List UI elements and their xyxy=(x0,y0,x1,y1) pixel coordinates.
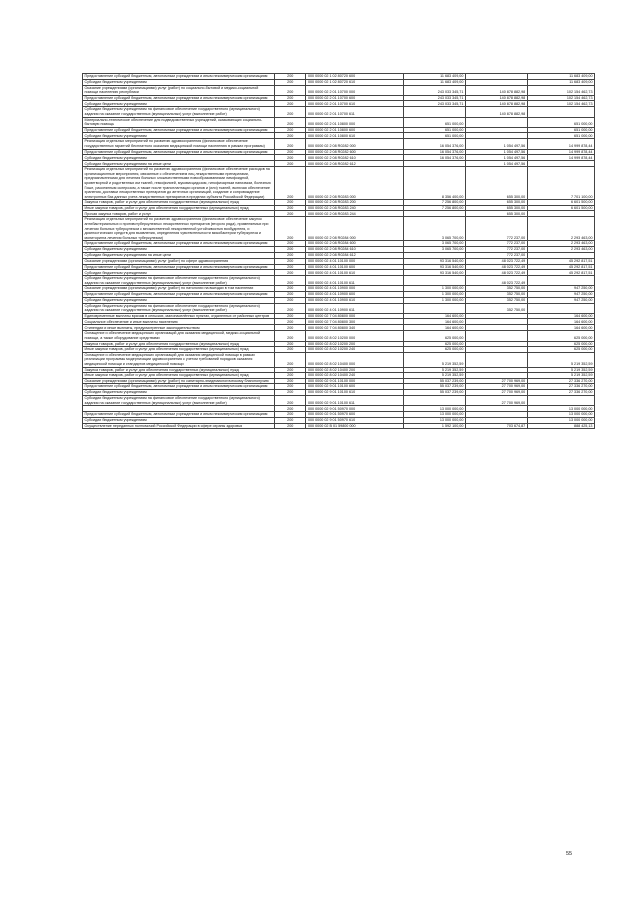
row-description: Иные закупки товаров, работ и услуг для обеспечения государственных (муниципальных) нужд xyxy=(83,373,275,379)
row-line-code: 200 xyxy=(275,367,306,373)
row-description: Материально-техническое обеспечение для подведомственных учреждений, оказывающих социально-бытовую помощь xyxy=(83,117,275,127)
row-line-code: 200 xyxy=(275,292,306,298)
row-line-code: 200 xyxy=(275,303,306,313)
row-classification-code: 000 0000 02 2 08 R0284 000 xyxy=(306,217,404,241)
row-unexecuted-amount: 11 683 409,00 xyxy=(527,74,594,80)
row-approved-amount: 625 000,00 xyxy=(404,341,466,347)
row-executed-amount: 1 054 497,56 xyxy=(465,155,527,161)
budget-table xyxy=(82,73,595,429)
row-executed-amount xyxy=(465,117,527,127)
row-unexecuted-amount: 102 154 462,73 xyxy=(527,85,594,95)
row-unexecuted-amount: 2 293 463,00 xyxy=(527,217,594,241)
row-approved-amount: 7 256 800,00 xyxy=(404,200,466,206)
table-row xyxy=(83,139,595,149)
table-row xyxy=(83,217,595,241)
row-classification-code: 000 0000 02 2 08 R0282 612 xyxy=(306,161,404,167)
row-description: Субсидии бюджетным учреждениям xyxy=(83,247,275,253)
row-line-code: 200 xyxy=(275,423,306,429)
row-description: Субсидии бюджетным учреждениям на финансовое обеспечение государственного (муниципального) задания на оказание государственных (муниципальных) услуг (выполнение работ) xyxy=(83,303,275,313)
row-line-code: 200 xyxy=(275,167,306,200)
row-classification-code: 000 0000 02 8 02 10400 000 xyxy=(306,352,404,367)
row-unexecuted-amount: 27 336 270,00 xyxy=(527,389,594,395)
row-approved-amount: 55 037 239,00 xyxy=(404,378,466,384)
row-classification-code: 000 0000 02 8 02 10200 000 xyxy=(306,331,404,341)
row-classification-code: 000 0000 02 В 01 59800 000 xyxy=(306,423,404,429)
row-description: Оснащение и обеспечение медицинских организаций для оказания медицинской помощи в рамках реализации программы модернизации здравоохранения с учетом требований порядков оказания медицинской помощи и стандартов медицинской помощи xyxy=(83,352,275,367)
row-approved-amount: 651 000,00 xyxy=(404,127,466,133)
row-executed-amount: 1 054 497,56 xyxy=(465,161,527,167)
table-row xyxy=(83,352,595,367)
row-description: Субсидии бюджетным учреждениям xyxy=(83,155,275,161)
row-line-code: 200 xyxy=(275,161,306,167)
row-description: Оказание учреждениями (организациями) услуг (работ) по санитарно-эпидемиологическому благополучию xyxy=(83,378,275,384)
row-line-code: 200 xyxy=(275,270,306,276)
row-executed-amount: 48 023 722,49 xyxy=(465,259,527,265)
row-classification-code: 000 0000 02 2 08 R0283 000 xyxy=(306,167,404,200)
row-description: Прочая закупка товаров, работ и услуг xyxy=(83,211,275,217)
row-executed-amount: 1 054 497,56 xyxy=(465,149,527,155)
row-executed-amount: 140 878 882,98 xyxy=(465,101,527,107)
row-approved-amount: 5 219 352,59 xyxy=(404,367,466,373)
row-description: Субсидии бюджетным учреждениям xyxy=(83,270,275,276)
row-approved-amount: 651 000,00 xyxy=(404,133,466,139)
table-row xyxy=(83,167,595,200)
row-executed-amount: 27 700 969,00 xyxy=(465,395,527,405)
row-classification-code: 000 0000 02 9 01 10100 611 xyxy=(306,395,404,405)
row-classification-code: 000 0000 02 1 02 80720 610 xyxy=(306,79,404,85)
table-row xyxy=(83,303,595,313)
row-description: Предоставление субсидий бюджетным, автономным учреждениям и иным некоммерческим организациям xyxy=(83,241,275,247)
row-line-code: 200 xyxy=(275,264,306,270)
row-approved-amount: 7 256 800,00 xyxy=(404,205,466,211)
table-row xyxy=(83,161,595,167)
row-line-code: 200 xyxy=(275,395,306,405)
row-unexecuted-amount: 651 000,00 xyxy=(527,133,594,139)
table-row xyxy=(83,331,595,341)
row-approved-amount: 1 300 000,00 xyxy=(404,286,466,292)
row-line-code: 200 xyxy=(275,384,306,390)
row-line-code: 200 xyxy=(275,211,306,217)
row-unexecuted-amount: 5 219 352,59 xyxy=(527,352,594,367)
row-unexecuted-amount: 164 600,00 xyxy=(527,325,594,331)
row-executed-amount: 27 700 969,00 xyxy=(465,384,527,390)
table-row xyxy=(83,286,595,292)
row-unexecuted-amount: 13 000 000,00 xyxy=(527,406,594,412)
row-classification-code: 000 0000 02 4 01 10100 600 xyxy=(306,264,404,270)
row-classification-code: 000 0000 02 9 01 10100 610 xyxy=(306,389,404,395)
row-executed-amount: 703 674,87 xyxy=(465,423,527,429)
row-approved-amount: 16 054 376,00 xyxy=(404,139,466,149)
row-executed-amount xyxy=(465,352,527,367)
row-line-code: 200 xyxy=(275,241,306,247)
row-line-code: 200 xyxy=(275,276,306,286)
row-unexecuted-amount: 164 600,00 xyxy=(527,313,594,319)
row-line-code: 200 xyxy=(275,79,306,85)
row-unexecuted-amount xyxy=(527,276,594,286)
row-approved-amount: 5 219 352,59 xyxy=(404,373,466,379)
row-approved-amount: 243 033 345,71 xyxy=(404,101,466,107)
row-approved-amount: 164 600,00 xyxy=(404,325,466,331)
row-executed-amount: 48 023 722,49 xyxy=(465,264,527,270)
row-description: Иные закупки товаров, работ и услуг для обеспечения государственных (муниципальных) нужд xyxy=(83,347,275,353)
row-executed-amount: 140 878 882,98 xyxy=(465,85,527,95)
table-row xyxy=(83,384,595,390)
row-description: Субсидии бюджетным учреждениям на иные цели xyxy=(83,253,275,259)
row-unexecuted-amount: 27 336 270,00 xyxy=(527,378,594,384)
row-unexecuted-amount: 5 219 352,59 xyxy=(527,367,594,373)
row-line-code: 200 xyxy=(275,74,306,80)
row-approved-amount xyxy=(404,107,466,117)
row-description: Оказание учреждениями (организациями) услуг (работ) по патологии на выездах в том населении xyxy=(83,286,275,292)
row-executed-amount: 352 750,00 xyxy=(465,303,527,313)
row-description: Субсидии бюджетным учреждениям на финансовое обеспечение государственного (муниципального) задания на оказание государственных (муниципальных) услуг (выполнение работ) xyxy=(83,276,275,286)
budget-execution-sheet xyxy=(82,73,595,429)
table-row xyxy=(83,378,595,384)
row-approved-amount: 13 000 000,00 xyxy=(404,406,466,412)
row-unexecuted-amount: 2 293 463,00 xyxy=(527,241,594,247)
row-description: Реализация отдельных мероприятий по развитию здравоохранения (финансовое обеспечение расходов на организационные мероприятия, связанные с обеспечением лиц лекарственными препаратами, предназначенными для лечения больных злокачественными новообразованиями лимфоидной, кроветворной и родственных им тканей, гемофилией, муковисцидозом, гипофизарным нанизмом, болезнью Гоше, рассеянным склерозом, а также после трансплантации органов и (или) тканей, включая обеспечение хранения, доставки лекарственных препаратов до аптечных организаций, создание и сопровождение электронных баз данных учета лекарственных препаратов в пределах субъекта Российской Федерации) xyxy=(83,167,275,200)
row-approved-amount: 3 065 700,00 xyxy=(404,217,466,241)
row-line-code: 200 xyxy=(275,417,306,423)
row-unexecuted-amount: 651 000,00 xyxy=(527,117,594,127)
row-classification-code: 000 0000 02 2 08 R0283 244 xyxy=(306,211,404,217)
row-approved-amount: 3 065 700,00 xyxy=(404,241,466,247)
row-approved-amount: 93 316 540,00 xyxy=(404,270,466,276)
row-description: Оснащение и обеспечение медицинских организаций для оказания медицинской, медико-социальной помощи, а также оборудование средствами xyxy=(83,331,275,341)
row-line-code: 200 xyxy=(275,217,306,241)
table-row xyxy=(83,241,595,247)
row-classification-code: 000 0000 02 2 01 10700 600 xyxy=(306,95,404,101)
row-classification-code: 000 0000 02 2 01 10700 611 xyxy=(306,107,404,117)
table-row xyxy=(83,423,595,429)
row-unexecuted-amount: 2 293 463,00 xyxy=(527,247,594,253)
row-description: Предоставление субсидий бюджетным, автономным учреждениям и иным некоммерческим организациям xyxy=(83,74,275,80)
row-approved-amount: 93 316 540,00 xyxy=(404,259,466,265)
table-row xyxy=(83,253,595,259)
row-approved-amount: 8 356 400,00 xyxy=(404,167,466,200)
row-description: Реализация отдельных мероприятий по развитию здравоохранения (финансовое обеспечение государственных гарантий бесплатного оказания медицинской помощи населению в рамках программы) xyxy=(83,139,275,149)
table-row xyxy=(83,395,595,405)
row-unexecuted-amount: 102 154 462,73 xyxy=(527,101,594,107)
row-classification-code: 000 0000 02 2 01 10800 000 xyxy=(306,117,404,127)
row-executed-amount: 772 237,00 xyxy=(465,241,527,247)
row-classification-code: 000 0000 02 8 02 10200 240 xyxy=(306,347,404,353)
row-approved-amount: 11 683 409,00 xyxy=(404,74,466,80)
row-line-code: 200 xyxy=(275,133,306,139)
row-description: Реализация отдельных мероприятий по развитию здравоохранения (финансовое обеспечение закупок антибактериальных и противотуберкулезных лекарственных препаратов (второго ряда), применяемых при лечении больных туберкулезом с множественной лекарственной устойчивостью возбудителя, и диагностических средств для выявления, определения чувствительности микобактерии туберкулеза и мониторинга лечения больных туберкулезом) xyxy=(83,217,275,241)
row-line-code: 200 xyxy=(275,149,306,155)
row-approved-amount: 243 033 345,71 xyxy=(404,95,466,101)
row-unexecuted-amount: 45 292 817,51 xyxy=(527,264,594,270)
row-approved-amount xyxy=(404,395,466,405)
page-number: 55 xyxy=(566,851,573,857)
row-classification-code: 000 0000 02 4 01 10900 610 xyxy=(306,297,404,303)
row-description: Субсидии бюджетным учреждениям xyxy=(83,133,275,139)
row-classification-code: 000 0000 02 4 01 10900 600 xyxy=(306,292,404,298)
row-description: Субсидии бюджетным учреждениям на иные цели xyxy=(83,161,275,167)
row-description: Предоставление субсидий бюджетным, автономным учреждениям и иным некоммерческим организациям xyxy=(83,292,275,298)
row-unexecuted-amount: 14 999 878,44 xyxy=(527,149,594,155)
row-classification-code: 000 0000 02 2 08 R0284 610 xyxy=(306,247,404,253)
row-description: Оказание учреждениями (организациями) услуг (работ) по сфере здравоохранения xyxy=(83,259,275,265)
row-unexecuted-amount: 102 154 462,73 xyxy=(527,95,594,101)
row-approved-amount: 625 000,00 xyxy=(404,347,466,353)
row-unexecuted-amount: 947 250,00 xyxy=(527,286,594,292)
row-unexecuted-amount: 5 219 352,59 xyxy=(527,373,594,379)
row-classification-code: 000 0000 02 7 04 80800 000 xyxy=(306,313,404,319)
row-approved-amount: 5 219 352,59 xyxy=(404,352,466,367)
row-description: Субсидии бюджетным учреждениям на финансовое обеспечение государственного (муниципального) задания на оказание государственных (муниципальных) услуг (выполнение работ) xyxy=(83,107,275,117)
row-executed-amount: 27 700 969,00 xyxy=(465,378,527,384)
row-approved-amount: 55 037 239,00 xyxy=(404,389,466,395)
row-unexecuted-amount: 625 000,00 xyxy=(527,331,594,341)
row-classification-code: 000 0000 02 2 01 10800 600 xyxy=(306,127,404,133)
row-approved-amount: 1 592 100,00 xyxy=(404,423,466,429)
row-approved-amount: 243 033 345,71 xyxy=(404,85,466,95)
row-approved-amount: 164 600,00 xyxy=(404,319,466,325)
table-row xyxy=(83,85,595,95)
table-row xyxy=(83,259,595,265)
row-description: Субсидии бюджетным учреждениям xyxy=(83,389,275,395)
row-executed-amount: 140 878 882,98 xyxy=(465,95,527,101)
row-line-code: 200 xyxy=(275,373,306,379)
table-row xyxy=(83,276,595,286)
row-approved-amount: 16 054 376,00 xyxy=(404,149,466,155)
row-classification-code: 000 0000 02 9 01 50970 610 xyxy=(306,417,404,423)
row-description: Закупка товаров, работ и услуг для обеспечения государственных (муниципальных) нужд xyxy=(83,367,275,373)
row-line-code: 200 xyxy=(275,341,306,347)
table-row xyxy=(83,95,595,101)
row-executed-amount: 140 878 882,98 xyxy=(465,107,527,117)
row-approved-amount xyxy=(404,276,466,286)
row-approved-amount xyxy=(404,303,466,313)
row-unexecuted-amount: 14 999 878,44 xyxy=(527,155,594,161)
row-classification-code: 000 0000 02 2 08 R0282 600 xyxy=(306,149,404,155)
row-classification-code: 000 0000 02 2 08 R0282 610 xyxy=(306,155,404,161)
row-line-code: 200 xyxy=(275,101,306,107)
row-classification-code: 000 0000 02 4 01 10100 000 xyxy=(306,259,404,265)
row-classification-code: 000 0000 02 9 01 10100 600 xyxy=(306,384,404,390)
row-approved-amount: 651 000,00 xyxy=(404,117,466,127)
row-line-code: 200 xyxy=(275,412,306,418)
row-line-code: 200 xyxy=(275,117,306,127)
row-unexecuted-amount: 13 000 000,00 xyxy=(527,412,594,418)
row-line-code: 200 xyxy=(275,389,306,395)
row-executed-amount: 48 023 722,49 xyxy=(465,276,527,286)
row-approved-amount: 55 037 239,00 xyxy=(404,384,466,390)
row-classification-code: 000 0000 02 2 01 10700 610 xyxy=(306,101,404,107)
row-line-code: 200 xyxy=(275,352,306,367)
row-unexecuted-amount: 888 425,13 xyxy=(527,423,594,429)
row-line-code: 200 xyxy=(275,253,306,259)
row-classification-code: 000 0000 02 2 08 R0284 612 xyxy=(306,253,404,259)
row-line-code: 200 xyxy=(275,205,306,211)
row-unexecuted-amount xyxy=(527,107,594,117)
row-classification-code: 000 0000 02 4 01 10100 610 xyxy=(306,270,404,276)
row-classification-code: 000 0000 02 7 04 80800 340 xyxy=(306,325,404,331)
row-classification-code: 000 0000 02 8 02 10400 240 xyxy=(306,373,404,379)
row-classification-code: 000 0000 02 7 04 80800 300 xyxy=(306,319,404,325)
row-unexecuted-amount: 7 701 100,00 xyxy=(527,167,594,200)
row-description: Закупка товаров, работ и услуг для обеспечения государственных (муниципальных) нужд xyxy=(83,341,275,347)
row-description: Предоставление субсидий бюджетным, автономным учреждениям и иным некоммерческим организациям xyxy=(83,149,275,155)
row-approved-amount: 13 000 000,00 xyxy=(404,417,466,423)
row-executed-amount: 48 023 722,49 xyxy=(465,270,527,276)
row-unexecuted-amount: 6 601 500,00 xyxy=(527,205,594,211)
row-approved-amount: 625 000,00 xyxy=(404,331,466,341)
table-row xyxy=(83,117,595,127)
budget-table-body xyxy=(83,74,595,429)
row-classification-code: 000 0000 02 2 08 R0283 200 xyxy=(306,200,404,206)
row-unexecuted-amount: 13 000 000,00 xyxy=(527,417,594,423)
row-description: Субсидии бюджетным учреждениям xyxy=(83,297,275,303)
row-line-code: 200 xyxy=(275,286,306,292)
row-description: Субсидии бюджетным учреждениям xyxy=(83,101,275,107)
table-row xyxy=(83,205,595,211)
row-line-code: 200 xyxy=(275,200,306,206)
row-line-code: 200 xyxy=(275,95,306,101)
row-classification-code: 000 0000 02 9 01 50970 000 xyxy=(306,406,404,412)
row-classification-code: 000 0000 02 8 02 10200 200 xyxy=(306,341,404,347)
row-executed-amount: 655 300,00 xyxy=(465,167,527,200)
row-line-code: 200 xyxy=(275,319,306,325)
table-row xyxy=(83,264,595,270)
row-executed-amount: 772 237,00 xyxy=(465,217,527,241)
row-classification-code: 000 0000 02 4 01 10900 611 xyxy=(306,303,404,313)
row-classification-code: 000 0000 02 2 01 10800 610 xyxy=(306,133,404,139)
row-line-code: 200 xyxy=(275,85,306,95)
row-description: Субсидии бюджетным учреждениям xyxy=(83,79,275,85)
row-description: Предоставление субсидий бюджетным, автономным учреждениям и иным некоммерческим организациям xyxy=(83,127,275,133)
row-line-code: 200 xyxy=(275,247,306,253)
row-description: Иные закупки товаров, работ и услуг для обеспечения государственных (муниципальных) нужд xyxy=(83,205,275,211)
row-classification-code: 000 0000 02 8 02 10400 200 xyxy=(306,367,404,373)
row-executed-amount: 772 237,00 xyxy=(465,253,527,259)
row-description: Предоставление субсидий бюджетным, автономным учреждениям и иным некоммерческим организациям xyxy=(83,384,275,390)
row-line-code: 200 xyxy=(275,331,306,341)
row-unexecuted-amount: 947 250,00 xyxy=(527,297,594,303)
row-executed-amount: 1 054 497,56 xyxy=(465,139,527,149)
row-executed-amount: 352 750,00 xyxy=(465,292,527,298)
row-approved-amount: 164 600,00 xyxy=(404,313,466,319)
row-line-code: 200 xyxy=(275,107,306,117)
row-unexecuted-amount: 14 999 878,44 xyxy=(527,139,594,149)
row-approved-amount: 16 054 376,00 xyxy=(404,155,466,161)
row-unexecuted-amount xyxy=(527,303,594,313)
row-description: Стипендии и иные выплаты, предусмотренные законодательством xyxy=(83,325,275,331)
row-line-code: 200 xyxy=(275,139,306,149)
row-classification-code: 000 0000 02 2 01 10700 000 xyxy=(306,85,404,95)
row-description: Закупка товаров, работ и услуг для обеспечения государственных (муниципальных) нужд xyxy=(83,200,275,206)
row-approved-amount: 1 300 000,00 xyxy=(404,297,466,303)
row-line-code: 200 xyxy=(275,127,306,133)
row-unexecuted-amount: 27 336 270,00 xyxy=(527,384,594,390)
table-row xyxy=(83,107,595,117)
row-unexecuted-amount: 651 000,00 xyxy=(527,127,594,133)
row-description: Субсидии бюджетным учреждениям на финансовое обеспечение государственного (муниципального) задания на оказание государственных (муниципальных) услуг (выполнение работ) xyxy=(83,395,275,405)
row-line-code: 200 xyxy=(275,406,306,412)
row-classification-code: 000 0000 02 2 08 R0282 000 xyxy=(306,139,404,149)
table-row xyxy=(83,149,595,155)
row-approved-amount: 93 316 540,00 xyxy=(404,264,466,270)
row-line-code: 200 xyxy=(275,155,306,161)
row-description: Единовременные выплаты врачам в сельских, малонаселённых пунктах, отдаленных от районных центров xyxy=(83,313,275,319)
row-description: Субсидии бюджетным учреждениям xyxy=(83,417,275,423)
row-description: Предоставление субсидий бюджетным, автономным учреждениям и иным некоммерческим организациям xyxy=(83,264,275,270)
row-line-code: 200 xyxy=(275,259,306,265)
row-unexecuted-amount xyxy=(527,395,594,405)
row-executed-amount xyxy=(465,331,527,341)
row-description: Предоставление субсидий бюджетным, автономным учреждениям и иным некоммерческим организациям xyxy=(83,95,275,101)
row-classification-code: 000 0000 02 9 01 50970 600 xyxy=(306,412,404,418)
row-approved-amount: 3 065 700,00 xyxy=(404,247,466,253)
row-classification-code: 000 0000 02 9 01 10100 000 xyxy=(306,378,404,384)
row-description: Оказание учреждениями (организациями) услуг (работ) по социально-бытовой и медико-социальной помощи населению республики xyxy=(83,85,275,95)
row-approved-amount: 13 000 000,00 xyxy=(404,412,466,418)
row-line-code: 200 xyxy=(275,325,306,331)
row-classification-code: 000 0000 02 1 02 80720 600 xyxy=(306,74,404,80)
row-classification-code: 000 0000 02 2 08 R0284 600 xyxy=(306,241,404,247)
row-executed-amount: 352 750,00 xyxy=(465,286,527,292)
row-description: Предоставление субсидий бюджетным, автономным учреждениям и иным некоммерческим организациям xyxy=(83,412,275,418)
row-line-code: 200 xyxy=(275,347,306,353)
row-description: Осуществление переданных полномочий Российской Федерации в сфере охраны здоровья xyxy=(83,423,275,429)
row-unexecuted-amount: 625 000,00 xyxy=(527,341,594,347)
row-line-code: 200 xyxy=(275,378,306,384)
row-classification-code: 000 0000 02 4 01 10100 611 xyxy=(306,276,404,286)
row-approved-amount: 11 683 409,00 xyxy=(404,79,466,85)
row-line-code: 200 xyxy=(275,297,306,303)
row-line-code: 200 xyxy=(275,313,306,319)
table-row xyxy=(83,292,595,298)
row-unexecuted-amount: 11 683 409,00 xyxy=(527,79,594,85)
row-unexecuted-amount: 947 250,00 xyxy=(527,292,594,298)
row-classification-code: 000 0000 02 2 08 R0283 240 xyxy=(306,205,404,211)
row-executed-amount: 655 300,00 xyxy=(465,211,527,217)
row-unexecuted-amount: 6 601 500,00 xyxy=(527,200,594,206)
row-executed-amount: 655 300,00 xyxy=(465,200,527,206)
row-description: Социальное обеспечение и иные выплаты населению xyxy=(83,319,275,325)
row-executed-amount: 352 750,00 xyxy=(465,297,527,303)
row-unexecuted-amount: 45 292 817,51 xyxy=(527,270,594,276)
row-unexecuted-amount: 625 000,00 xyxy=(527,347,594,353)
row-executed-amount: 655 300,00 xyxy=(465,205,527,211)
row-unexecuted-amount: 164 600,00 xyxy=(527,319,594,325)
row-executed-amount: 27 700 969,00 xyxy=(465,389,527,395)
row-classification-code: 000 0000 02 4 01 10900 000 xyxy=(306,286,404,292)
row-approved-amount: 1 300 000,00 xyxy=(404,292,466,298)
row-unexecuted-amount: 45 292 817,51 xyxy=(527,259,594,265)
table-row xyxy=(83,200,595,206)
row-executed-amount: 772 237,00 xyxy=(465,247,527,253)
